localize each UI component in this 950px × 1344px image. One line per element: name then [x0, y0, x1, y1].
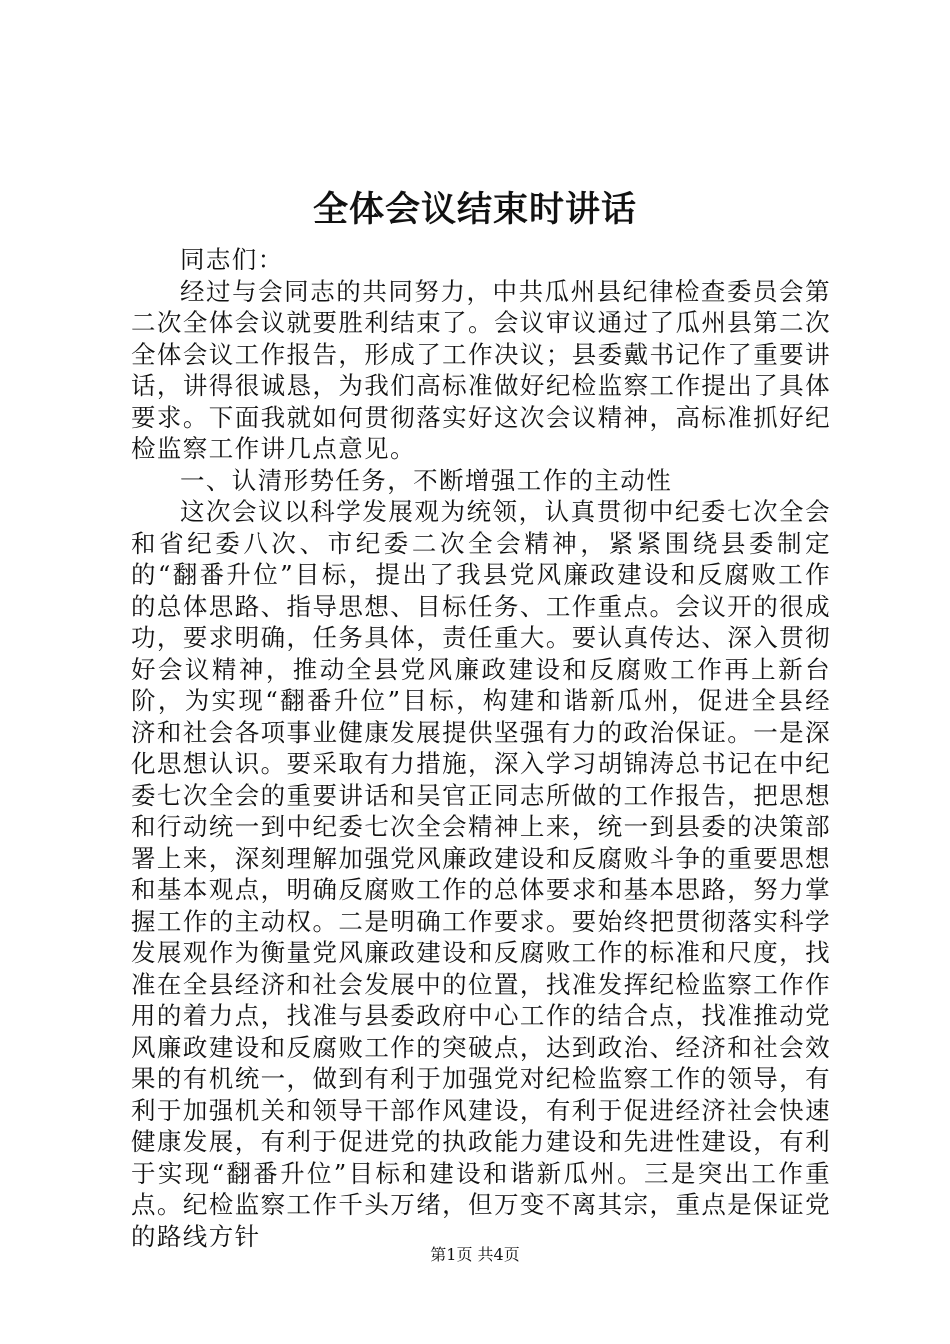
- greeting: 同志们：: [180, 245, 284, 274]
- paragraph-section-1: 这次会议以科学发展观为统领，认真贯彻中纪委七次全会和省纪委八次、市纪委二次全会精神，紧紧围绕县委制定的“翻番升位”目标，提出了我县党风廉政建设和反腐败工作的总体思路、指导思想、目标任务、工作重点。会议开的很成功，要求明确，任务具体，责任重大。要认真传达、深入贯彻好会议精神，推动全县党风廉政建设和反腐败工作再上新台阶，为实现“翻番升位”目标，构建和谐新瓜州，促进全县经济和社会各项事业健康发展提供坚强有力的政治保证。一是深化思想认识。要采取有力措施，深入学习胡锦涛总书记在中纪委七次全会的重要讲话和吴官正同志所做的工作报告，把思想和行动统一到中纪委七次全会精神上来，统一到县委的决策部署上来，深刻理解加强党风廉政建设和反腐败斗争的重要思想和基本观点，明确反腐败工作的总体要求和基本思路，努力掌握工作的主动权。二是明确工作要求。要始终把贯彻落实科学发展观作为衡量党风廉政建设和反腐败工作的标准和尺度，找准在全县经济和社会发展中的位置，找准发挥纪检监察工作作用的着力点，找准与县委政府中心工作的结合点，找准推动党风廉政建设和反腐败工作的突破点，达到政治、经济和社会效果的有机统一，做到有利于加强党对纪检监察工作的领导，有利于加强机关和领导干部作风建设，有利于促进经济社会快速健康发展，有利于促进党的执政能力建设和先进性建设，有利于实现“翻番升位”目标和建设和谐新瓜州。三是突出工作重点。纪检监察工作千头万绪，但万变不离其宗，重点是保证党的路线方针: [131, 497, 831, 1251]
- page-footer: 第1页 共4页: [430, 1245, 520, 1264]
- document-title: 全体会议结束时讲话: [312, 189, 637, 230]
- paragraph-intro: 经过与会同志的共同努力，中共瓜州县纪律检查委员会第二次全体会议就要胜利结束了。会议审议通过了瓜州县第二次全体会议工作报告，形成了工作决议；县委戴书记作了重要讲话，讲得很诚恳，为我们高标准做好纪检监察工作提出了具体要求。下面我就如何贯彻落实好这次会议精神，高标准抓好纪检监察工作讲几点意见。: [131, 276, 831, 463]
- section-heading-1: 一、认清形势任务，不断增强工作的主动性: [180, 465, 673, 495]
- document-body: [131, 244, 831, 1252]
